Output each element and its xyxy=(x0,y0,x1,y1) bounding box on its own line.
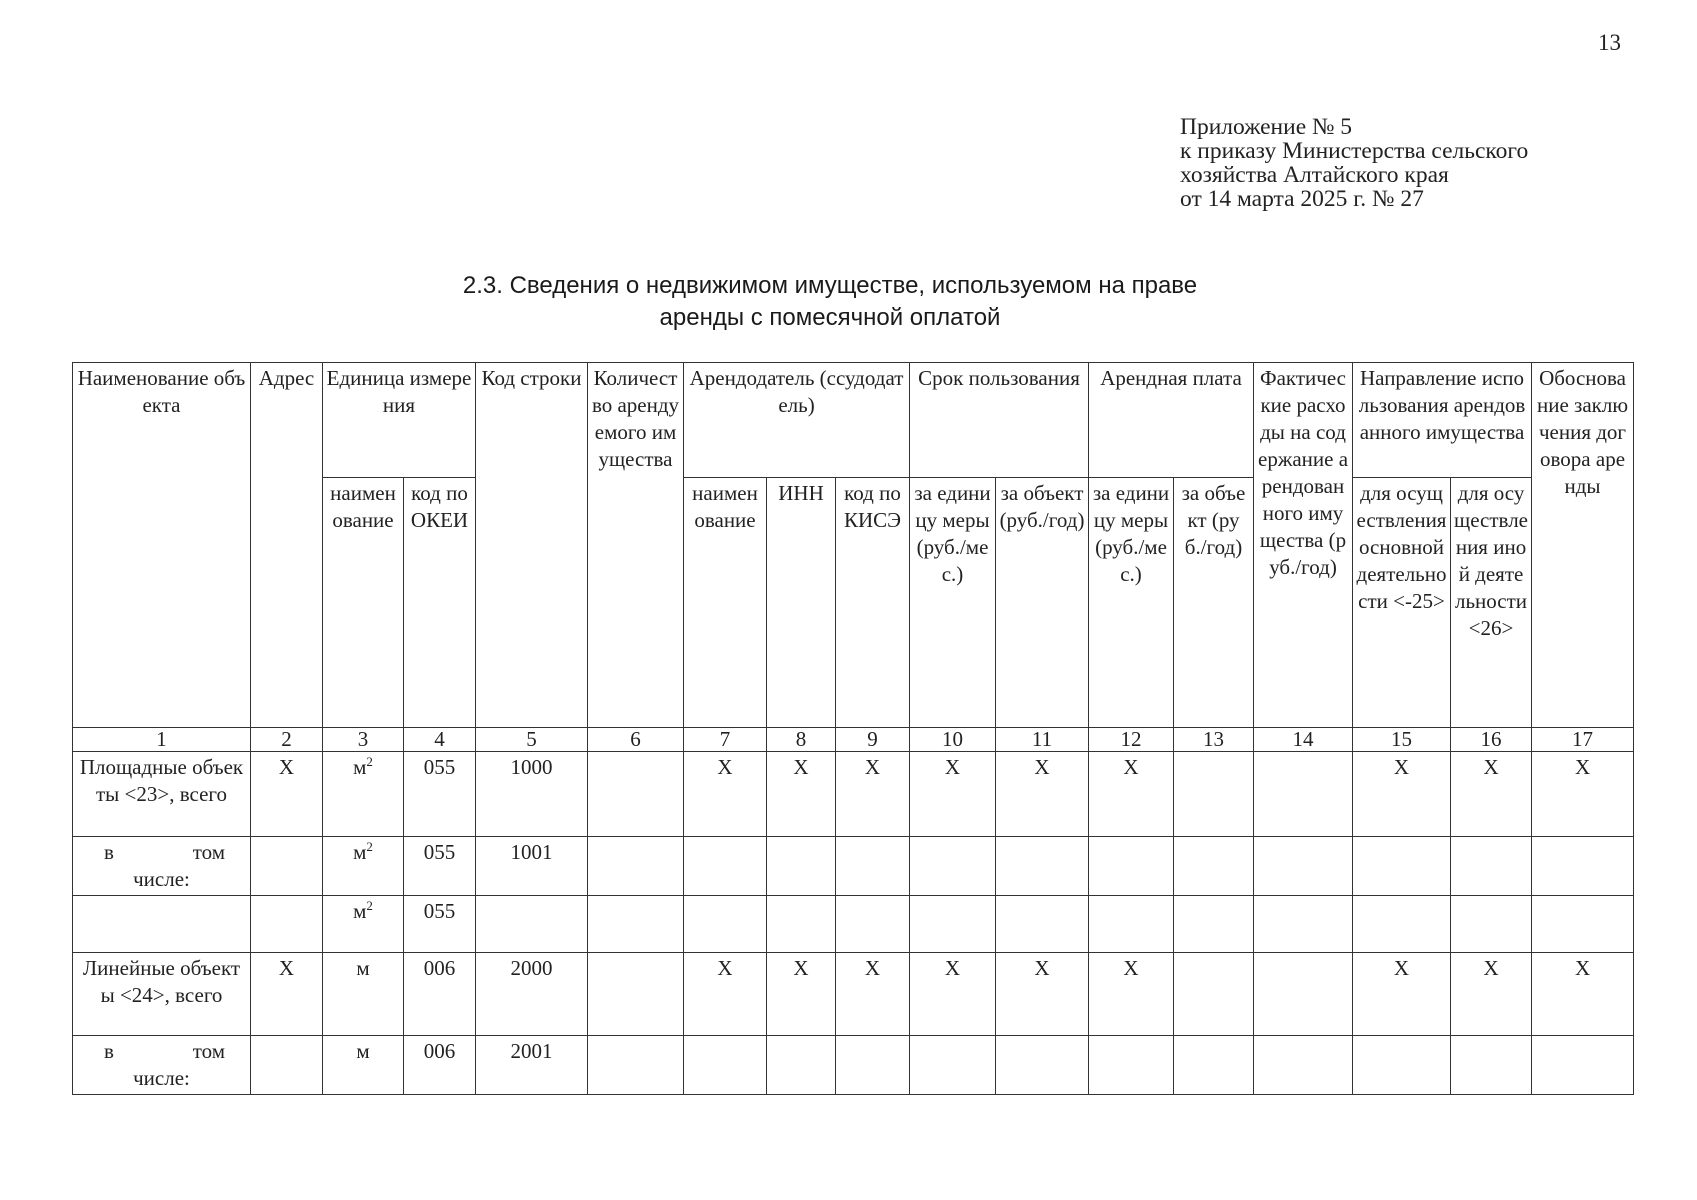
cell-address xyxy=(251,837,323,896)
cell-line-code: 1000 xyxy=(476,752,588,837)
unit-superscript: 2 xyxy=(366,754,373,769)
column-number: 14 xyxy=(1254,728,1353,752)
header-term: Срок пользования xyxy=(910,363,1089,478)
header-address: Адрес xyxy=(251,363,323,728)
cell-rent-unit xyxy=(1089,896,1174,953)
cell-lessor-kise xyxy=(836,1036,910,1095)
cell-okei: 055 xyxy=(404,896,476,953)
column-number: 4 xyxy=(404,728,476,752)
table-header-row xyxy=(73,363,1634,478)
header-direction-main: для осуществления основной деятельности <-25> xyxy=(1353,478,1451,728)
cell-actual-costs xyxy=(1254,752,1353,837)
column-number: 9 xyxy=(836,728,910,752)
cell-term-object: X xyxy=(996,953,1089,1036)
cell-actual-costs xyxy=(1254,1036,1353,1095)
header-direction: Направление использования арендованного имущества xyxy=(1353,363,1532,478)
including-word-1: в xyxy=(104,1039,114,1063)
cell-direction-main: X xyxy=(1353,752,1451,837)
cell-justification xyxy=(1532,896,1634,953)
cell-rent-unit xyxy=(1089,1036,1174,1095)
cell-direction-main xyxy=(1353,1036,1451,1095)
cell-object-name xyxy=(73,837,251,896)
cell-lessor-inn xyxy=(767,837,836,896)
including-word-2: том xyxy=(192,840,225,864)
table-row-area-including xyxy=(73,837,1634,896)
cell-lessor-name: X xyxy=(684,953,767,1036)
header-unit: Единица измерения xyxy=(323,363,476,478)
cell-term-unit xyxy=(910,896,996,953)
cell-lessor-name xyxy=(684,1036,767,1095)
unit-text: м xyxy=(353,840,367,864)
page-number: 13 xyxy=(1598,30,1621,55)
cell-address: X xyxy=(251,752,323,837)
cell-quantity xyxy=(588,896,684,953)
cell-direction-other: X xyxy=(1451,953,1532,1036)
cell-okei: 006 xyxy=(404,953,476,1036)
table-row-area-item xyxy=(73,896,1634,953)
appendix-block xyxy=(1180,115,1528,211)
cell-lessor-kise xyxy=(836,896,910,953)
header-line-code: Код строки xyxy=(476,363,588,728)
unit-superscript: 2 xyxy=(366,839,373,854)
column-number: 3 xyxy=(323,728,404,752)
cell-lessor-inn xyxy=(767,896,836,953)
column-number-row xyxy=(73,728,1634,752)
cell-address xyxy=(251,1036,323,1095)
appendix-line-1: Приложение № 5 xyxy=(1180,114,1353,140)
cell-address: X xyxy=(251,953,323,1036)
lease-property-table xyxy=(72,362,1634,1095)
cell-unit-name xyxy=(323,837,404,896)
column-number: 5 xyxy=(476,728,588,752)
table-row-linear-objects-total xyxy=(73,953,1634,1036)
header-term-object: за объект (руб./год) xyxy=(996,478,1089,728)
cell-rent-object xyxy=(1174,953,1254,1036)
unit-text: м xyxy=(353,755,367,779)
header-unit-okei: код по ОКЕИ xyxy=(404,478,476,728)
cell-quantity xyxy=(588,1036,684,1095)
cell-rent-unit: X xyxy=(1089,953,1174,1036)
section-title xyxy=(380,270,1280,334)
column-number: 16 xyxy=(1451,728,1532,752)
cell-quantity xyxy=(588,953,684,1036)
header-quantity: Количество арендуемого имущества xyxy=(588,363,684,728)
cell-lessor-kise: X xyxy=(836,752,910,837)
header-unit-name: наименование xyxy=(323,478,404,728)
cell-term-object xyxy=(996,837,1089,896)
cell-direction-main xyxy=(1353,837,1451,896)
cell-unit-name xyxy=(323,752,404,837)
cell-actual-costs xyxy=(1254,896,1353,953)
header-term-unit: за единицу меры (руб./мес.) xyxy=(910,478,996,728)
cell-term-unit: X xyxy=(910,953,996,1036)
cell-justification xyxy=(1532,1036,1634,1095)
cell-justification: X xyxy=(1532,752,1634,837)
appendix-line-4: от 14 марта 2025 г. № 27 xyxy=(1180,186,1424,212)
table-row-area-objects-total xyxy=(73,752,1634,837)
cell-rent-object xyxy=(1174,896,1254,953)
cell-rent-unit xyxy=(1089,837,1174,896)
cell-unit-name: м xyxy=(323,953,404,1036)
cell-actual-costs xyxy=(1254,837,1353,896)
header-rent-unit: за единицу меры (руб./мес.) xyxy=(1089,478,1174,728)
header-lessor: Арендодатель (ссудодатель) xyxy=(684,363,910,478)
cell-quantity xyxy=(588,837,684,896)
cell-rent-object xyxy=(1174,752,1254,837)
table-row-linear-including xyxy=(73,1036,1634,1095)
column-number: 11 xyxy=(996,728,1089,752)
cell-line-code xyxy=(476,896,588,953)
column-number: 17 xyxy=(1532,728,1634,752)
cell-direction-other xyxy=(1451,896,1532,953)
cell-okei: 006 xyxy=(404,1036,476,1095)
column-number: 2 xyxy=(251,728,323,752)
cell-object-name: Линейные объекты <24>, всего xyxy=(73,953,251,1036)
header-lessor-kise: код по КИСЭ xyxy=(836,478,910,728)
cell-actual-costs xyxy=(1254,953,1353,1036)
header-object-name: Наименование объекта xyxy=(73,363,251,728)
section-title-line-1: 2.3. Сведения о недвижимом имуществе, используемом на праве xyxy=(462,272,1198,299)
cell-line-code: 1001 xyxy=(476,837,588,896)
cell-direction-other: X xyxy=(1451,752,1532,837)
section-title-line-2: аренды с помесячной оплатой xyxy=(659,304,1001,331)
column-number: 13 xyxy=(1174,728,1254,752)
column-number: 6 xyxy=(588,728,684,752)
column-number: 10 xyxy=(910,728,996,752)
appendix-line-3: хозяйства Алтайского края xyxy=(1180,162,1449,188)
cell-justification xyxy=(1532,837,1634,896)
unit-superscript: 2 xyxy=(366,898,373,913)
cell-lessor-name xyxy=(684,837,767,896)
cell-direction-main: X xyxy=(1353,953,1451,1036)
column-number: 1 xyxy=(73,728,251,752)
header-actual-costs: Фактические расходы на содержание арендованного имущества (руб./год) xyxy=(1254,363,1353,728)
cell-line-code: 2000 xyxy=(476,953,588,1036)
cell-direction-main xyxy=(1353,896,1451,953)
column-number: 15 xyxy=(1353,728,1451,752)
cell-lessor-inn: X xyxy=(767,752,836,837)
column-number: 7 xyxy=(684,728,767,752)
cell-term-object xyxy=(996,896,1089,953)
header-rent: Арендная плата xyxy=(1089,363,1254,478)
cell-term-object: X xyxy=(996,752,1089,837)
cell-rent-object xyxy=(1174,837,1254,896)
cell-term-unit xyxy=(910,837,996,896)
cell-unit-name: м xyxy=(323,1036,404,1095)
cell-lessor-name: X xyxy=(684,752,767,837)
cell-quantity xyxy=(588,752,684,837)
cell-line-code: 2001 xyxy=(476,1036,588,1095)
cell-term-unit: X xyxy=(910,752,996,837)
cell-address xyxy=(251,896,323,953)
column-number: 12 xyxy=(1089,728,1174,752)
cell-okei: 055 xyxy=(404,752,476,837)
including-word-3: числе: xyxy=(133,867,190,891)
header-lessor-inn: ИНН xyxy=(767,478,836,728)
unit-text: м xyxy=(353,899,367,923)
cell-lessor-inn xyxy=(767,1036,836,1095)
including-word-2: том xyxy=(192,1039,225,1063)
cell-rent-object xyxy=(1174,1036,1254,1095)
cell-lessor-name xyxy=(684,896,767,953)
cell-term-object xyxy=(996,1036,1089,1095)
cell-object-name xyxy=(73,896,251,953)
appendix-line-2: к приказу Министерства сельского xyxy=(1180,138,1529,164)
header-justification: Обоснование заключения договора аренды xyxy=(1532,363,1634,728)
header-lessor-name: наименование xyxy=(684,478,767,728)
cell-okei: 055 xyxy=(404,837,476,896)
including-word-1: в xyxy=(104,840,114,864)
cell-object-name xyxy=(73,1036,251,1095)
cell-lessor-kise xyxy=(836,837,910,896)
cell-lessor-inn: X xyxy=(767,953,836,1036)
header-direction-other: для осуществления иной деятельности <26> xyxy=(1451,478,1532,728)
cell-term-unit xyxy=(910,1036,996,1095)
header-rent-object: за объект (руб./год) xyxy=(1174,478,1254,728)
cell-object-name: Площадные объекты <23>, всего xyxy=(73,752,251,837)
cell-direction-other xyxy=(1451,1036,1532,1095)
including-word-3: числе: xyxy=(133,1066,190,1090)
cell-justification: X xyxy=(1532,953,1634,1036)
cell-direction-other xyxy=(1451,837,1532,896)
cell-lessor-kise: X xyxy=(836,953,910,1036)
cell-unit-name xyxy=(323,896,404,953)
cell-rent-unit: X xyxy=(1089,752,1174,837)
column-number: 8 xyxy=(767,728,836,752)
